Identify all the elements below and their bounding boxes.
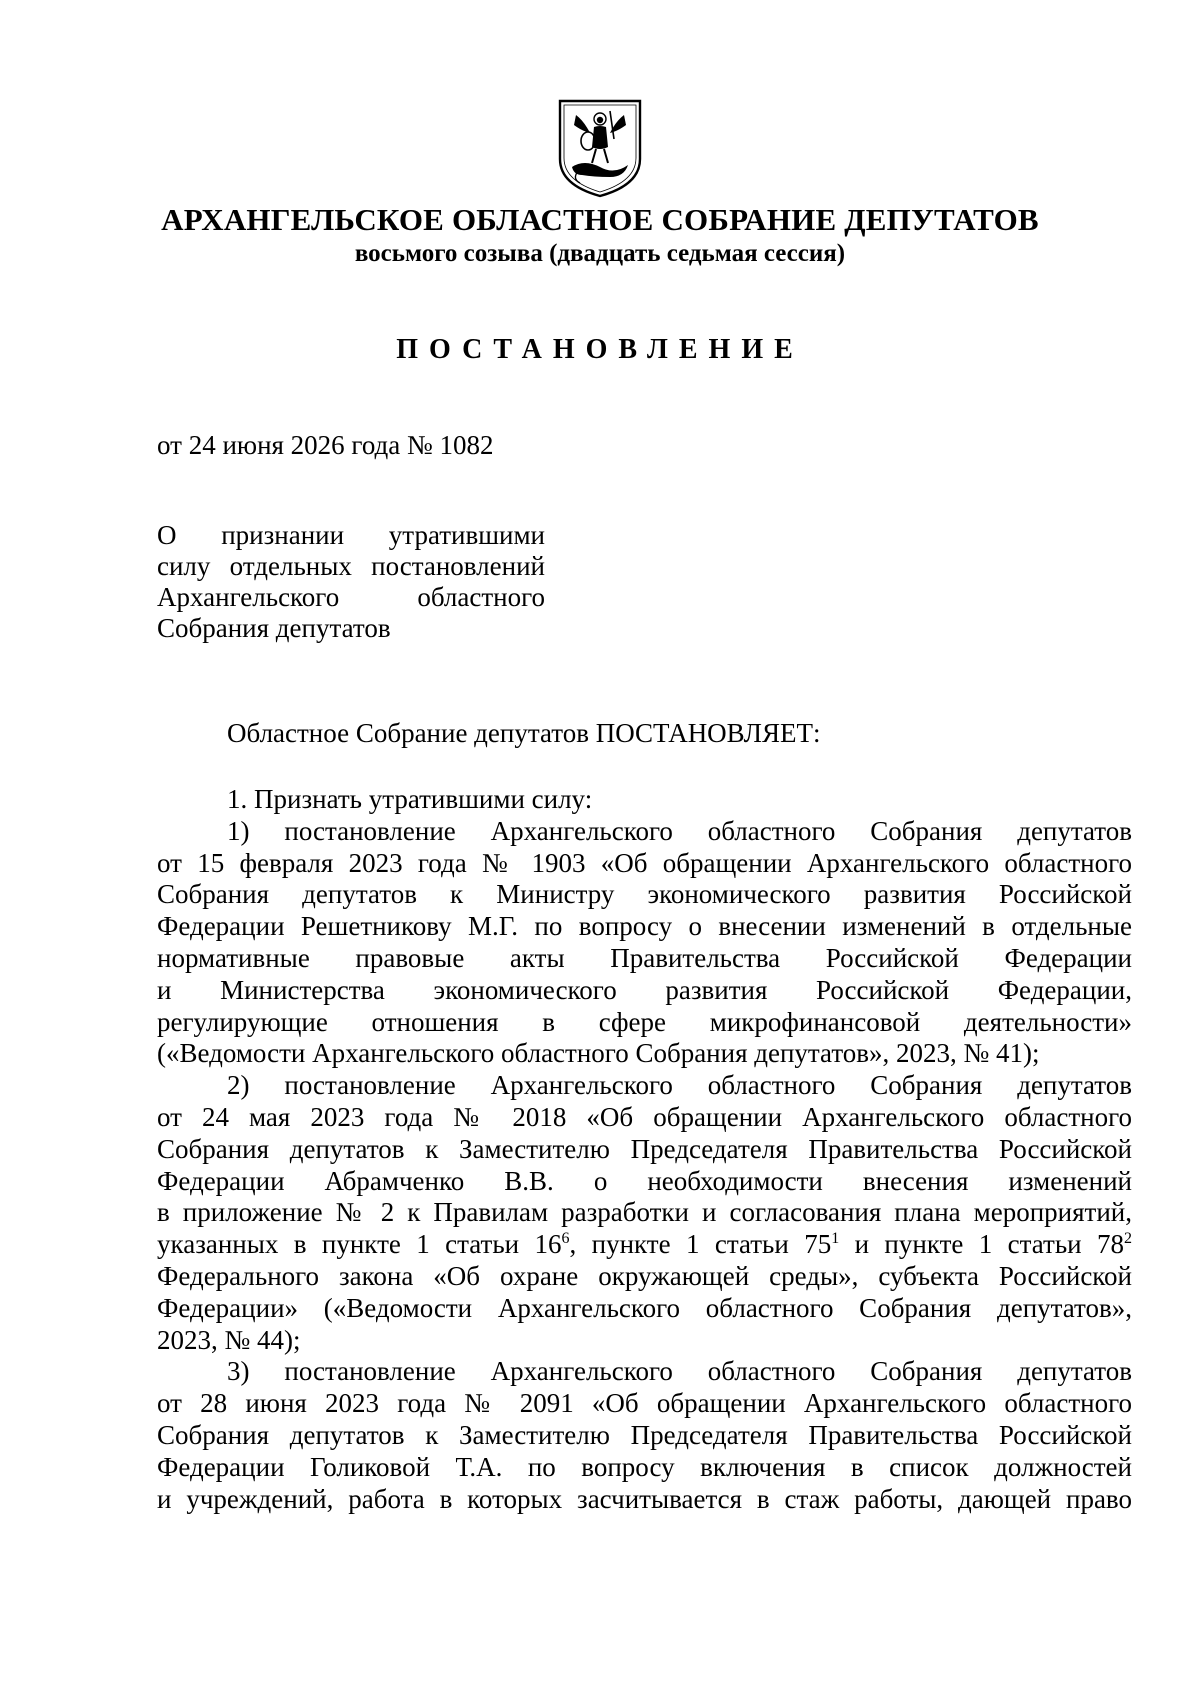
text-line: Федерации Абрамченко В.В. о необходимости внесения изменений xyxy=(157,1165,1132,1196)
text-line: Собрания депутатов к Заместителю Председателя Правительства Российской xyxy=(157,1419,1132,1450)
text-line: от 28 июня 2023 года № 2091 «Об обращении Архангельского областного xyxy=(157,1388,1132,1419)
superscript: 6 xyxy=(561,1230,570,1248)
text-line: 3) постановление Архангельского областного Собрания депутатов xyxy=(227,1356,1132,1387)
organization-title: АРХАНГЕЛЬСКОЕ ОБЛАСТНОЕ СОБРАНИЕ ДЕПУТАТОВ xyxy=(161,202,1039,237)
text-line: Федерального закона «Об охране окружающей среды», субъекта Российской xyxy=(157,1260,1132,1291)
document-type-heading: ПОСТАНОВЛЕНИЕ xyxy=(396,334,804,365)
subject-line: Собрания депутатов xyxy=(157,613,391,643)
text-line: в приложение № 2 к Правилам разработки и согласования плана мероприятий, xyxy=(157,1197,1132,1228)
clause-item-2 xyxy=(157,1070,1132,1356)
subject-line: О признании утратившими xyxy=(157,520,545,550)
text-line: Собрания депутатов к Министру экономического развития Российской xyxy=(157,879,1132,910)
text-fragment: указанных в пункте 1 статьи 16 xyxy=(157,1229,562,1260)
text-line: Федерации Решетникову М.Г. по вопросу о внесении изменений в отдельные xyxy=(157,911,1132,942)
subject-line: Архангельского областного xyxy=(157,582,545,612)
document-date-number: от 24 июня 2026 года № 1082 xyxy=(157,430,494,460)
text-line: 2023, № 44); xyxy=(157,1324,301,1355)
text-line: 1) постановление Архангельского областного Собрания депутатов xyxy=(227,815,1132,846)
superscript: 2 xyxy=(1124,1230,1132,1248)
text-line: от 24 мая 2023 года № 2018 «Об обращении Архангельского областного xyxy=(157,1101,1132,1132)
convocation-subtitle: восьмого созыва (двадцать седьмая сессия) xyxy=(354,240,846,267)
document-body xyxy=(157,784,1132,1515)
superscript: 1 xyxy=(831,1230,840,1248)
coat-of-arms-icon xyxy=(554,97,646,199)
text-line: регулирующие отношения в сфере микрофинансовой деятельности» xyxy=(157,1006,1132,1037)
text-line: и учреждений, работа в которых засчитывается в стаж работы, дающей право xyxy=(157,1483,1132,1514)
text-line-with-superscripts xyxy=(157,1229,1132,1261)
text-line: и Министерства экономического развития Российской Федерации, xyxy=(157,974,1132,1005)
text-line: Федерации Голиковой Т.А. по вопросу включения в список должностей xyxy=(157,1451,1132,1482)
text-line: Собрания депутатов к Заместителю Председателя Правительства Российской xyxy=(157,1133,1132,1164)
subject-line: силу отдельных постановлений xyxy=(157,551,545,581)
text-line: нормативные правовые акты Правительства Российской Федерации xyxy=(157,942,1132,973)
document-subject xyxy=(157,520,545,644)
clause-item-3 xyxy=(157,1356,1132,1515)
text-line: от 15 февраля 2023 года № 1903 «Об обращении Архангельского областного xyxy=(157,847,1132,878)
text-line: («Ведомости Архангельского областного Собрания депутатов», 2023, № 41); xyxy=(157,1038,1040,1069)
text-fragment: , пункте 1 статьи 75 xyxy=(569,1229,832,1260)
text-line: Федерации» («Ведомости Архангельского областного Собрания депутатов», xyxy=(157,1292,1132,1323)
text-line: 2) постановление Архангельского областного Собрания депутатов xyxy=(227,1070,1132,1101)
clause-item-1 xyxy=(157,816,1132,1070)
clause-heading: 1. Признать утратившими силу: xyxy=(227,784,593,814)
text-fragment: и пункте 1 статьи 78 xyxy=(839,1229,1124,1260)
preamble: Областное Собрание депутатов ПОСТАНОВЛЯЕТ: xyxy=(227,718,821,748)
